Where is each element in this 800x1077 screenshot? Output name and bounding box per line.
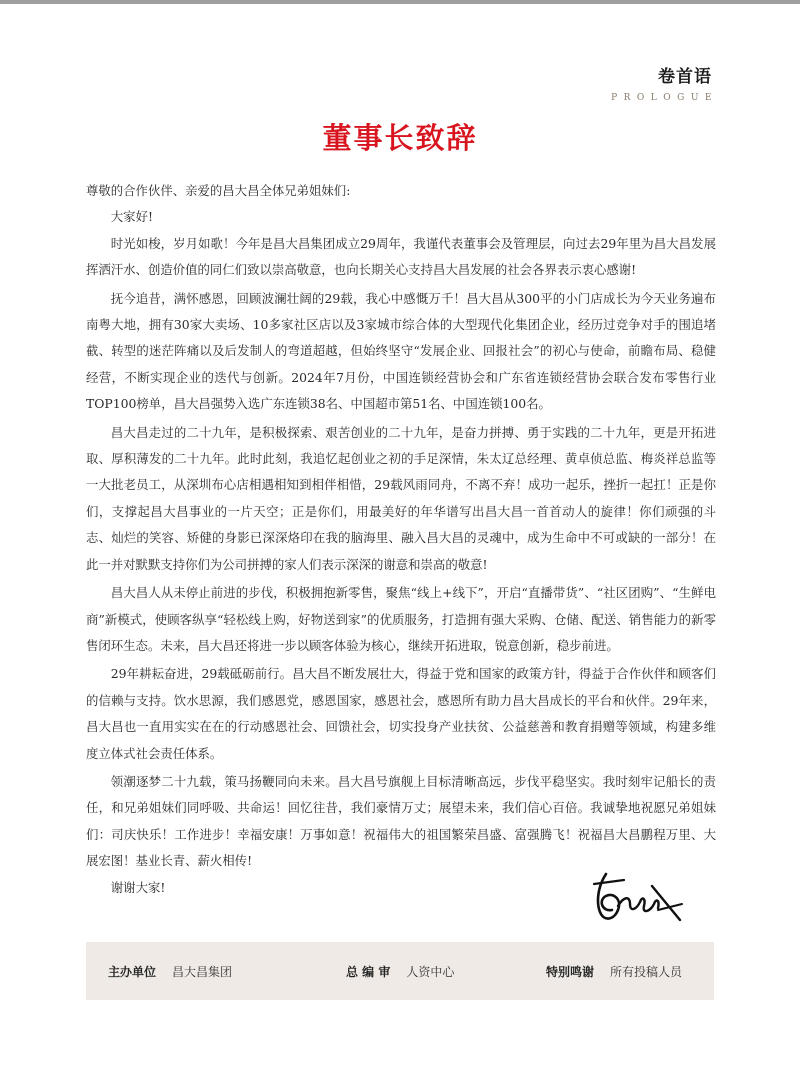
paragraph-future: 领潮逐梦二十九载，策马扬鞭同向未来。昌大昌号旗舰上目标清晰高远，步伐平稳坚实。我时刻牢记船长的责任，和兄弟姐妹们同呼吸、共命运！回忆往昔，我们豪情万丈；展望未来，我们信心百倍。我诚挚地祝愿兄弟姐妹们：司庆快乐！工作进步！幸福安康！万事如意！祝福伟大的祖国繁荣昌盛、富强腾飞！祝福昌大昌鹏程万里、大展宏图！基业长青、薪火相传! — [86, 773, 716, 869]
salutation: 尊敬的合作伙伴、亲爱的昌大昌全体兄弟姐妹们: — [86, 183, 351, 198]
paragraph-new-retail: 昌大昌人从未停止前进的步伐，积极拥抱新零售，聚焦“线上+线下”，开启“直播带货”、“社区团购”、“生鲜电商”新模式，使顾客纵享“轻松线上购，好物送到家”的优质服务，打造拥有强大采购、仓储、配送、销售能力的新零售闭环生态。未来，昌大昌还将进一步以顾客体验为核心，继续开拓进取，锐意创新，稳步前进。 — [86, 585, 716, 653]
paragraph-greeting: 大家好! — [110, 209, 153, 225]
paragraph-thanks: 谢谢大家! — [110, 879, 166, 895]
section-header — [611, 62, 718, 103]
credit-editor — [346, 963, 546, 980]
top-border-line — [0, 0, 800, 4]
credit-editor-label: 总 编 审 — [346, 964, 391, 979]
section-title-zh: 卷首语 — [658, 67, 712, 87]
section-title-en: PROLOGUE — [611, 93, 718, 103]
paragraph-anniversary: 时光如梭，岁月如歌！今年是昌大昌集团成立29周年，我谨代表董事会及管理层，向过去29年里为昌大昌发展挥洒汗水、创造价值的同仁们致以崇高敬意，也向长期关心支持昌大昌发展的社会各界表示衷心感谢! — [86, 235, 716, 278]
paragraph-history: 抚今追昔，满怀感恩，回顾波澜壮阔的29载，我心中感慨万千！昌大昌从300平的小门店成长为今天业务遍布南粤大地，拥有30家大卖场、10多家社区店以及3家城市综合体的大型现代化集团企业，经历过竞争对手的围追堵截、转型的迷茫阵痛以及后发制人的弯道超越，但始终坚守“发展企业、回报社会”的初心与使命，前瞻布局、稳健经营，不断实现企业的迭代与创新。2024年7月份，中国连锁经营协会和广东省连锁经营协会联合发布零售行业TOP100榜单，昌大昌强势入选广东连锁38名、中国超市第51名、中国连锁100名。 — [86, 290, 716, 412]
credit-editor-value: 人资中心 — [406, 964, 455, 979]
paragraph-gratitude-staff: 昌大昌走过的二十九年，是积极探索、艰苦创业的二十九年，是奋力拼搏、勇于实践的二十九年，更是开拓进取、厚积薄发的二十九年。此时此刻，我追忆起创业之初的手足深情，朱太辽总经理、黄卓侦总监、梅炎祥总监等一大批老员工，从深圳布心店相遇相知到相伴相惜，29载风雨同舟，不离不弃！成功一起乐，挫折一起扛！正是你们，支撑起昌大昌事业的一片天空；正是你们，用最美好的年华谱写出昌大昌一首首动人的旋律！你们顽强的斗志、灿烂的笑容、矫健的身影已深深烙印在我的脑海里、融入昌大昌的灵魂中，成为生命中不可或缺的一部分！在此一并对默默支持你们为公司拼搏的家人们表示深深的谢意和崇高的敬意! — [86, 424, 716, 572]
credits-bar — [86, 942, 714, 1000]
page-title: 董事长致辞 — [322, 121, 478, 155]
credit-host-value: 昌大昌集团 — [172, 964, 233, 979]
letter-body — [86, 178, 716, 901]
credit-host-label: 主办单位 — [108, 964, 157, 979]
chairman-signature — [584, 866, 684, 928]
credit-thanks-value: 所有投稿人员 — [610, 964, 683, 979]
credit-thanks-label: 特别鸣谢 — [546, 964, 595, 979]
paragraph-social-responsibility: 29年耕耘奋进，29载砥砺前行。昌大昌不断发展壮大，得益于党和国家的政策方针，得益于合作伙伴和顾客们的信赖与支持。饮水思源，我们感恩党，感恩国家，感恩社会，感恩所有助力昌大昌成长的平台和伙伴。29年来，昌大昌也一直用实实在在的行动感恩社会、回馈社会，切实投身产业扶贫、公益慈善和教育捐赠等领域，构建多维度立体式社会责任体系。 — [86, 666, 716, 761]
credit-host — [108, 963, 346, 980]
credit-thanks — [546, 963, 682, 980]
